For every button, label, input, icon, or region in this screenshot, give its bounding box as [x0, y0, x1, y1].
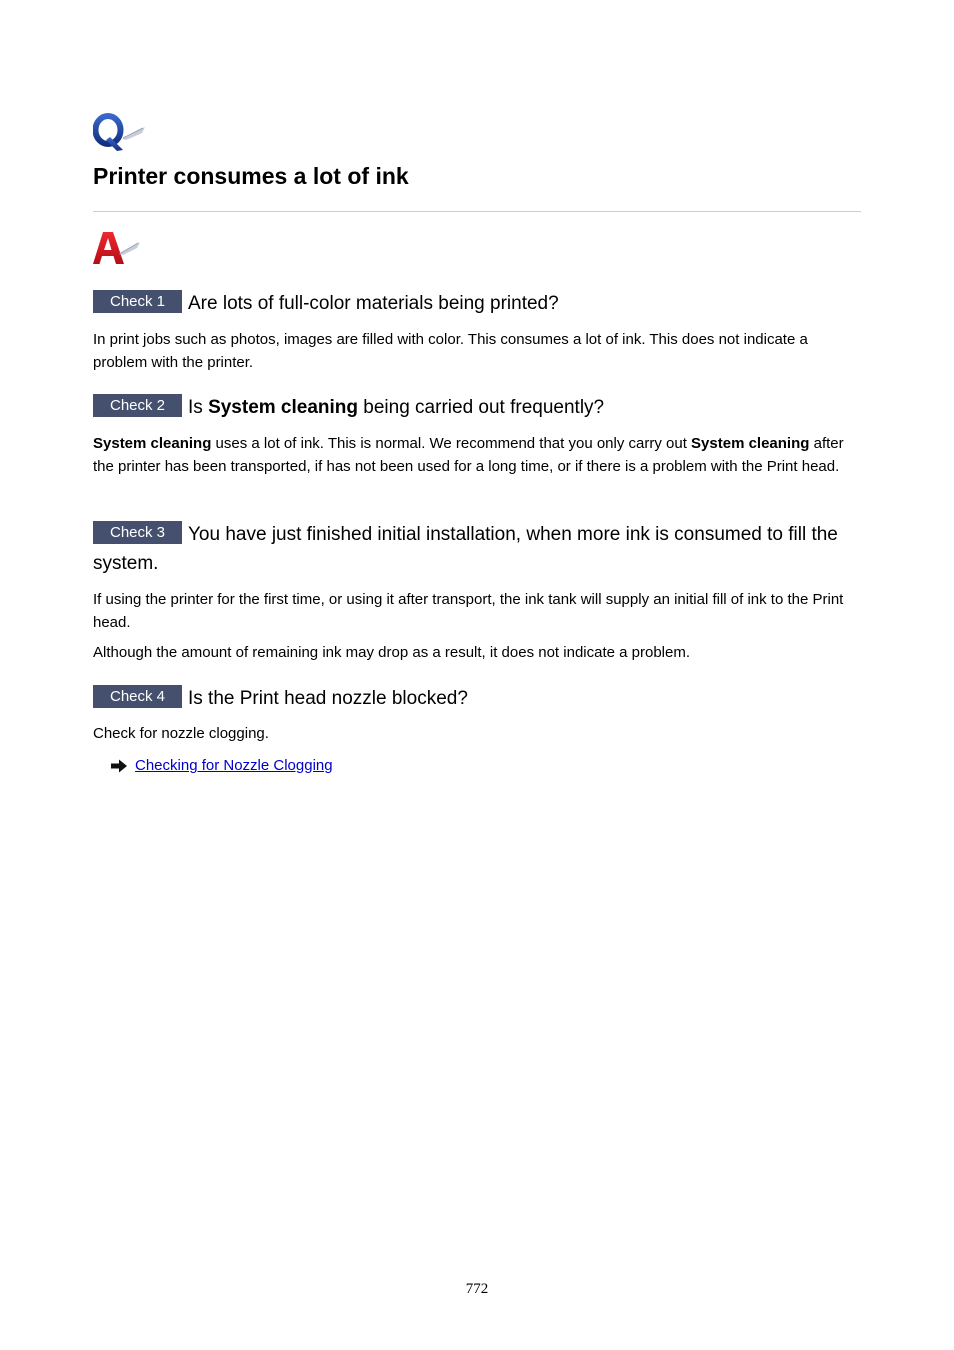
check-3-heading: [93, 520, 861, 578]
check-2-section: [93, 393, 861, 422]
check-1-heading: [93, 289, 861, 318]
check-2-body: [93, 432, 861, 478]
check-4-heading: [93, 684, 861, 713]
nozzle-clogging-link[interactable]: Checking for Nozzle Clogging: [135, 757, 333, 774]
check-2-heading: [93, 393, 861, 422]
check-3-question: You have just finished initial installation, when more ink is consumed to fill the system.: [93, 524, 838, 574]
check-2-question-post: being carried out frequently?: [358, 397, 605, 418]
check-3-body-2: Although the amount of remaining ink may drop as a result, it does not indicate a problem.: [93, 644, 691, 661]
check-1-badge: Check 1: [93, 290, 182, 313]
check-1-body: In print jobs such as photos, images are filled with color. This consumes a lot of ink. This does not indicate a problem with the printer.: [93, 331, 808, 371]
check-2-body-mid: uses a lot of ink. This is normal. We recommend that you only carry out: [211, 435, 692, 452]
check-4-section: [93, 684, 861, 713]
check-3-badge: Check 3: [93, 521, 182, 544]
check-2-body-bold-1: System cleaning: [93, 435, 212, 452]
check-1-section: [93, 289, 861, 318]
related-link-row: [110, 754, 333, 777]
check-2-question-pre: Is: [188, 397, 209, 418]
check-4-body: Check for nozzle clogging.: [93, 725, 269, 742]
question-q-icon: [93, 113, 149, 153]
answer-a-icon: [93, 230, 143, 266]
divider: [93, 211, 861, 212]
page-title: Printer consumes a lot of ink: [93, 163, 409, 189]
check-2-body-bold-2: System cleaning: [691, 435, 810, 452]
check-4-question: Is the Print head nozzle blocked?: [188, 688, 468, 709]
check-3-body-1: If using the printer for the first time, or using it after transport, the ink tank will supply an initial fill of ink to the Print head.: [93, 591, 844, 631]
page-number: 772: [465, 1281, 489, 1297]
check-3-section: [93, 520, 861, 578]
check-1-question: Are lots of full-color materials being printed?: [188, 293, 559, 314]
check-2-body-end: after the printer has been transported, if has not been used for a long time, or if there is a problem with the Print head.: [93, 435, 844, 475]
check-2-question-bold: System cleaning: [208, 397, 359, 418]
check-2-badge: Check 2: [93, 394, 182, 417]
check-4-badge: Check 4: [93, 685, 182, 708]
right-arrow-icon: [110, 759, 128, 773]
